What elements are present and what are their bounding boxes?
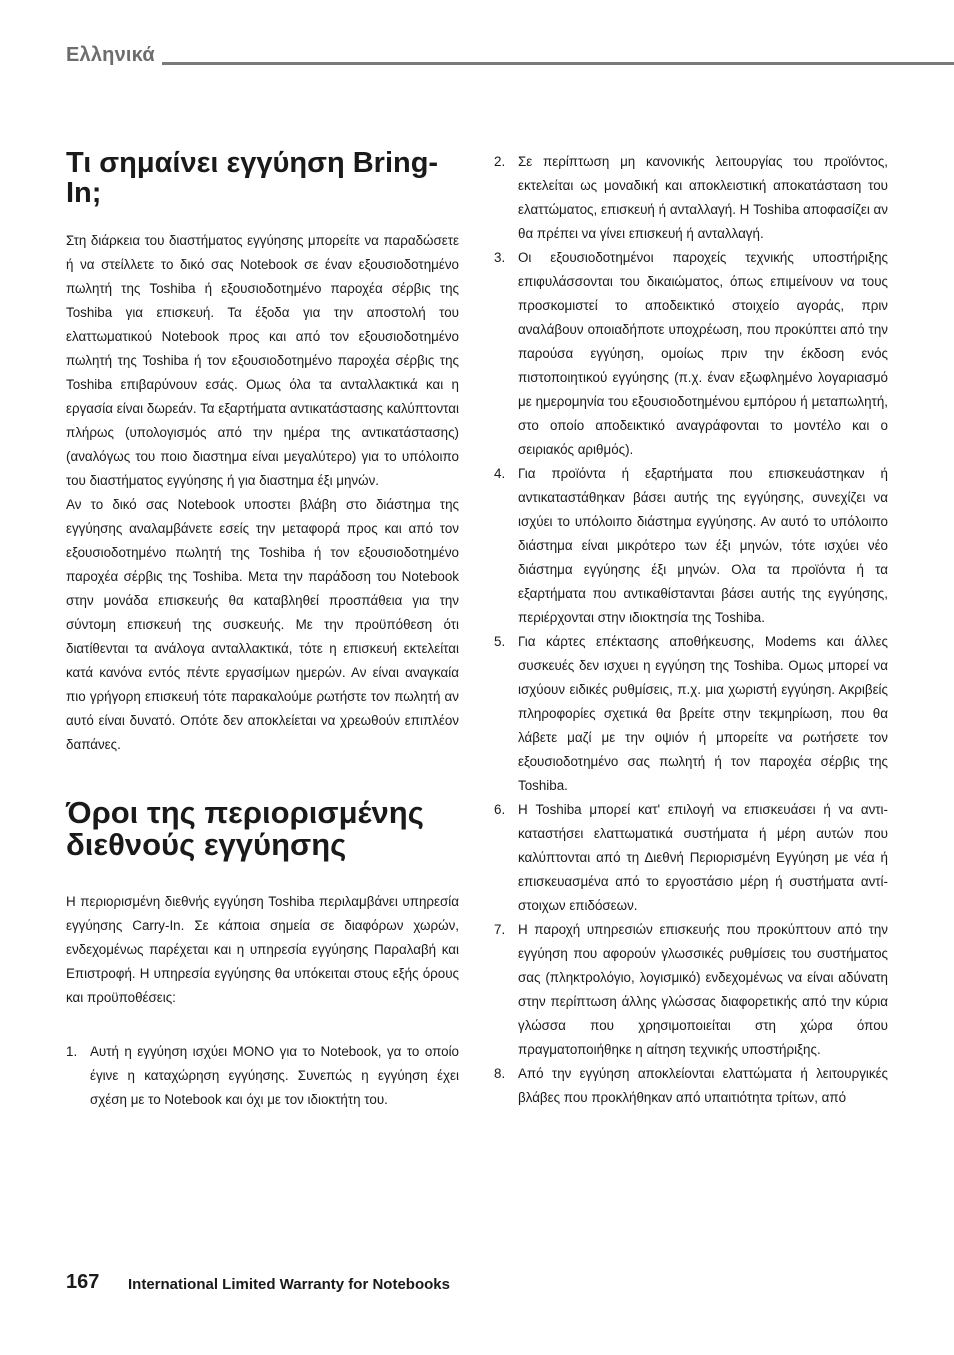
list-item (494, 798, 888, 918)
list-item (494, 630, 888, 798)
bring-in-paragraph-2: Αν το δικό σας Notebook υποστει βλάβη στο διάστημα της εγγύησης αναλαμβάνετε εσείς την μεταφορά προς και από τον εξουσιοδοτημένο πωλητή της Toshiba ή τον εξουσιοδοτημένο παροχέα σέρβις της Toshiba. Μετα την παράδοση του Notebook στην μονάδα επισκευής θα καταβληθεί προσπάθεια για την σύντομη επισκευή της συσκευής. Με την προϋπόθεση ότι διατίθενται τα ανάλογα ανταλλακτικά, τότε η επισκευή εκτελείται κατά κανόνα εντός πέντε εργασίμων ημερών. Αν είναι αναγκαία πιο γρήγορη επισκευή τότε παρακαλούμε ρωτήστε τον πωλητή αν αυτό είναι δυνατό. Οπότε δεν αποκλείεται να χρεωθούν επιπλέον δαπάνες. (66, 496, 459, 752)
list-item (494, 462, 888, 630)
list-item-text: Για κάρτες επέκτασης αποθήκευσης, Modems και άλλες συσκευές δεν ισχυει η εγγύηση της Toshiba. Ομως μπορεί να ισχύουν ειδικές ρυθμίσεις, π.χ. μια χωριστή εγγύηση. Ακριβείς πληροφορίες σχετικά θα βρείτε στην τεκμηρίωση, που θα λάβετε μαζί με την οψιόν ή μπορείτε να ρωτήσετε τον εξουσιοδοτημένο σας πωλητή ή τον παροχέα σέρβις της Toshiba. (518, 634, 888, 793)
list-item-text: Σε περίπτωση μη κανονικής λειτουργίας του προϊόντος, εκτελείται ως μοναδική και αποκλειστική αποκατάσταση του ελαττώματος, επισκευή ή ανταλλαγή. Η Toshiba αποφασίζει αν θα πρέπει να γίνει επισκευή ή ανταλλαγή. (518, 154, 888, 241)
list-item-number: 8. (494, 1066, 506, 1081)
list-item-text: Η Toshiba μπορεί κατ' επιλογή να επισκευάσει ή να αντι-καταστήσει ελαττωματικά συστήματα ή μέρη αυτών που καλύπτονται από τη Διεθνή Περιορισμένη Εγγύηση με νέα ή επισκευασμένα από το εργοστάσιο μέρη ή συστήματα αντί-στοιχων επιδόσεων. (518, 802, 888, 913)
list-item-number: 2. (494, 154, 506, 169)
list-item-text: Από την εγγύηση αποκλείονται ελαττώματα ή λειτουργικές βλάβες που προκλήθηκαν από υπαιτιότητα τρίτων, από (518, 1066, 888, 1105)
page-number: 167 (66, 1271, 100, 1293)
list-item (494, 150, 888, 246)
bring-in-paragraph-1: Στη διάρκεια του διαστήματος εγγύησης μπορείτε να παραδώσετε ή να στείλλετε το δικό σας Notebook σε έναν εξουσιοδοτημένο πωλητή της Toshiba ή εξουσιοδοτημένο παροχέα σέρβις της Toshiba για επισκευή. Τα έξοδα για την αποστολή του ελαττωματικού Notebook προς και από τον εξουσιοδοτημένο πωλητή της Toshiba ή τον εξουσιοδοτημένο παροχέα σέρβις της Toshiba επιβαρύνουν εσάς. Ομως όλα τα ανταλλακτικά και η εργασία είναι δωρεάν. Τα εξαρτήματα αντικατάστασης καλύπτονται πλήρως (υπολογισμός από την ημέρα της αντικατάστασης) (αναλόγως του ποιο διαστημα είναι μεγαλύτερο) για το υπόλοιπο του διαστήματος εγγύησης ή για διαστημα έξι μηνών. (66, 232, 459, 488)
left-column (66, 148, 459, 1112)
section-title-terms (66, 794, 459, 863)
terms-list-left (66, 1040, 459, 1112)
list-item (494, 246, 888, 462)
list-item-text: Για προϊόντα ή εξαρτήματα που επισκευάστηκαν ή αντικαταστάθηκαν βάσει αυτής της εγγύησης, συνεχίζει να ισχύει το υπόλοιπο διάστημα εγγύησης. Αν αυτό το υπόλοιπο διάστημα είναι μικρότερο των έξι μηνών, τότε ισχύει νέο διάστημα εγγύησης έξι μηνών. Ολα τα προϊόντα ή τα εξαρτήματα που αντικαθίστανται βάσει αυτής της εγγύησης, περιέρχονται στην ιδιοκτησία της Toshiba. (518, 466, 888, 625)
list-item-number: 5. (494, 634, 506, 649)
list-item (494, 918, 888, 1062)
list-item-text: Οι εξουσιοδοτημένοι παροχείς τεχνικής υποστήριξης επιφυλάσσονται του δικαιώματος, όπως επιμείνουν να τους προσκομιστεί το αποδεικτικό στοιχείο αγοράς, πριν αναλάβουν οποιαδήποτε υποχρέωση, που προκύπτει από την παρούσα εγγύηση, ομοίως πριν την έκδοση ενός πιστοποιητικού εγγύησης (π.χ. έναν εξωφλημένο λογαριασμό με ημερομηνία του εξουσιοδοτημένου εμπόρου ή μεταπωλητή, στο οποίο αποδεικτικό αναγράφονται το μοντέλο και ο σειριακός αριθμός). (518, 250, 888, 457)
terms-intro-paragraph: Η περιορισμένη διεθνής εγγύηση Toshiba περιλαμβάνει υπηρεσία εγγύησης Carry-In. Σε κάποια σημεία σε διαφόρων χωρών, ενδεχομένως παρέχεται και η υπηρεσία εγγύησης Παραλαβή και Επιστροφή. Η υπηρεσία εγγύησης θα υπόκειται στους εξής όρους και προϋποθέσεις: (66, 893, 459, 1005)
right-column (494, 150, 888, 1110)
list-item-number: 7. (494, 922, 506, 937)
list-item-number: 3. (494, 250, 506, 265)
language-header: Ελληνικά (66, 44, 155, 66)
list-item-number: 1. (66, 1043, 78, 1059)
section-title-bring-in: Τι σημαίνει εγγύηση Bring-In; (66, 147, 439, 210)
list-item-number: 4. (494, 466, 506, 481)
list-item (66, 1040, 459, 1112)
header-rule (162, 62, 954, 65)
list-item (494, 1062, 888, 1110)
terms-list-right (494, 150, 888, 1110)
list-item-number: 6. (494, 802, 506, 817)
section-title-terms-line1: Όροι της περιορισμένης (66, 794, 424, 830)
list-item-text: Αυτή η εγγύηση ισχύει ΜΟΝΟ για το Notebook, γα το οποίο έγινε η καταχώρηση εγγύησης. Συνεπώς η εγγύηση έχει σχέση με το Notebook και όχι με τον ιδιοκτήτη του. (90, 1043, 459, 1107)
section-title-terms-line2: διεθνούς εγγύησης (66, 827, 347, 863)
list-item-text: Η παροχή υπηρεσιών επισκευής που προκύπτουν από την εγγύηση που αφορούν γλωσσικές ρυθμίσεις του συστήματος σας (πληκτρολόγιο, λογισμικό) ενδεχομένως να είναι αδύνατη στην περίπτωση άλλης γλώσσας διαφορετικής από την κύρια γλώσσα που χρησιμοποιείται στη χώρα όπου πραγματοποιήθηκε η αίτηση τεχνικής υποστήριξης. (518, 922, 888, 1057)
footer-title: International Limited Warranty for Notebooks (128, 1276, 450, 1293)
